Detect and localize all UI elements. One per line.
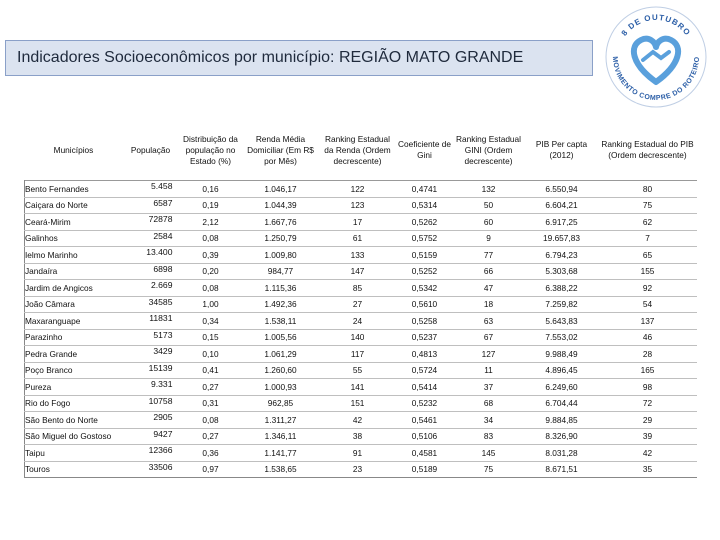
ranking-renda-cell: 91	[319, 445, 397, 462]
distribuicao-cell: 0,27	[179, 428, 243, 445]
ranking-pib-cell: 7	[599, 230, 697, 247]
ranking-gini-cell: 68	[453, 395, 525, 412]
renda-cell: 1.005,56	[243, 329, 319, 346]
gini-cell: 0,4581	[397, 445, 453, 462]
ranking-renda-cell: 141	[319, 379, 397, 396]
populacao-cell: 11831	[123, 313, 179, 330]
table-row	[25, 263, 697, 280]
renda-cell: 1.141,77	[243, 445, 319, 462]
ranking-pib-cell: 65	[599, 247, 697, 264]
municipio-cell: Jardim de Angicos	[25, 280, 123, 297]
pib-cell: 6.550,94	[525, 181, 599, 198]
table-row	[25, 230, 697, 247]
ranking-gini-cell: 50	[453, 197, 525, 214]
renda-cell: 1.046,17	[243, 181, 319, 198]
renda-cell: 1.000,93	[243, 379, 319, 396]
table-row	[25, 181, 697, 198]
distribuicao-cell: 0,39	[179, 247, 243, 264]
pib-cell: 5.643,83	[525, 313, 599, 330]
distribuicao-cell: 0,10	[179, 346, 243, 363]
gini-cell: 0,5314	[397, 197, 453, 214]
gini-cell: 0,5106	[397, 428, 453, 445]
ranking-renda-cell: 85	[319, 280, 397, 297]
renda-cell: 1.311,27	[243, 412, 319, 429]
table-row	[25, 280, 697, 297]
ranking-pib-cell: 62	[599, 214, 697, 231]
distribuicao-cell: 1,00	[179, 296, 243, 313]
table-row	[25, 461, 697, 478]
table-row	[25, 197, 697, 214]
distribuicao-cell: 0,27	[179, 379, 243, 396]
ranking-pib-cell: 46	[599, 329, 697, 346]
table-row	[25, 214, 697, 231]
pib-cell: 6.604,21	[525, 197, 599, 214]
renda-cell: 984,77	[243, 263, 319, 280]
municipio-cell: Galinhos	[25, 230, 123, 247]
header-municipios: Municípios	[53, 144, 94, 155]
ranking-renda-cell: 38	[319, 428, 397, 445]
ranking-pib-cell: 29	[599, 412, 697, 429]
indicators-table-wrap	[24, 120, 696, 478]
municipio-cell: Poço Branco	[25, 362, 123, 379]
ranking-pib-cell: 155	[599, 263, 697, 280]
ranking-renda-cell: 17	[319, 214, 397, 231]
distribuicao-cell: 2,12	[179, 214, 243, 231]
populacao-cell: 6587	[123, 197, 179, 214]
ranking-renda-cell: 42	[319, 412, 397, 429]
ranking-gini-cell: 127	[453, 346, 525, 363]
header-ranking-pib: Ranking Estadual do PIB (Ordem decrescente)	[601, 139, 694, 160]
populacao-cell: 2905	[123, 412, 179, 429]
logo-top-text: 8 DE OUTUBRO	[619, 12, 693, 38]
pib-cell: 8.031,28	[525, 445, 599, 462]
table-row	[25, 296, 697, 313]
renda-cell: 1.260,60	[243, 362, 319, 379]
ranking-pib-cell: 42	[599, 445, 697, 462]
renda-cell: 1.492,36	[243, 296, 319, 313]
distribuicao-cell: 0,19	[179, 197, 243, 214]
distribuicao-cell: 0,20	[179, 263, 243, 280]
ranking-renda-cell: 147	[319, 263, 397, 280]
table-row	[25, 395, 697, 412]
pib-cell: 6.704,44	[525, 395, 599, 412]
renda-cell: 1.538,11	[243, 313, 319, 330]
ranking-pib-cell: 165	[599, 362, 697, 379]
renda-cell: 1.044,39	[243, 197, 319, 214]
distribuicao-cell: 0,15	[179, 329, 243, 346]
pib-cell: 8.326,90	[525, 428, 599, 445]
municipio-cell: Bento Fernandes	[25, 181, 123, 198]
municipio-cell: Parazinho	[25, 329, 123, 346]
ranking-renda-cell: 27	[319, 296, 397, 313]
populacao-cell: 3429	[123, 346, 179, 363]
ranking-pib-cell: 39	[599, 428, 697, 445]
table-row	[25, 329, 697, 346]
municipio-cell: Ceará-Mirim	[25, 214, 123, 231]
ranking-gini-cell: 77	[453, 247, 525, 264]
ranking-gini-cell: 145	[453, 445, 525, 462]
municipio-cell: João Câmara	[25, 296, 123, 313]
municipio-cell: Touros	[25, 461, 123, 478]
municipio-cell: Maxaranguape	[25, 313, 123, 330]
distribuicao-cell: 0,36	[179, 445, 243, 462]
gini-cell: 0,4813	[397, 346, 453, 363]
table-row	[25, 346, 697, 363]
renda-cell: 1.667,76	[243, 214, 319, 231]
populacao-cell: 15139	[123, 362, 179, 379]
title-banner	[5, 40, 593, 76]
logo-bottom-text: MOVIMENTO COMPRE DO ROTEIRO	[610, 56, 702, 103]
header-distribuicao: Distribuição da população no Estado (%)	[183, 133, 238, 166]
ranking-renda-cell: 55	[319, 362, 397, 379]
ranking-renda-cell: 123	[319, 197, 397, 214]
gini-cell: 0,5189	[397, 461, 453, 478]
ranking-renda-cell: 140	[319, 329, 397, 346]
pib-cell: 9.884,85	[525, 412, 599, 429]
municipio-cell: Taipu	[25, 445, 123, 462]
page-title: Indicadores Socioeconômicos por município: REGIÃO MATO GRANDE	[17, 49, 524, 66]
ranking-renda-cell: 122	[319, 181, 397, 198]
populacao-cell: 9.331	[123, 379, 179, 396]
renda-cell: 1.346,11	[243, 428, 319, 445]
table-row	[25, 412, 697, 429]
handshake-heart-icon	[601, 2, 711, 112]
populacao-cell: 34585	[123, 296, 179, 313]
ranking-pib-cell: 54	[599, 296, 697, 313]
svg-text:8 DE OUTUBRO	[620, 13, 693, 38]
table-row	[25, 379, 697, 396]
ranking-gini-cell: 63	[453, 313, 525, 330]
municipio-cell: Rio do Fogo	[25, 395, 123, 412]
municipio-cell: São Bento do Norte	[25, 412, 123, 429]
populacao-cell: 5.458	[123, 181, 179, 198]
ranking-gini-cell: 66	[453, 263, 525, 280]
populacao-cell: 10758	[123, 395, 179, 412]
pib-cell: 6.388,22	[525, 280, 599, 297]
ranking-pib-cell: 28	[599, 346, 697, 363]
gini-cell: 0,5342	[397, 280, 453, 297]
pib-cell: 9.988,49	[525, 346, 599, 363]
municipio-cell: São Miguel do Gostoso	[25, 428, 123, 445]
header-pib: PIB Per capta (2012)	[535, 139, 588, 160]
header-renda-media: Renda Média Domiciliar (Em R$ por Mês)	[247, 133, 314, 166]
distribuicao-cell: 0,41	[179, 362, 243, 379]
ranking-pib-cell: 35	[599, 461, 697, 478]
renda-cell: 1.250,79	[243, 230, 319, 247]
ranking-gini-cell: 18	[453, 296, 525, 313]
ranking-gini-cell: 37	[453, 379, 525, 396]
renda-cell: 1.538,65	[243, 461, 319, 478]
gini-cell: 0,5414	[397, 379, 453, 396]
distribuicao-cell: 0,97	[179, 461, 243, 478]
gini-cell: 0,5610	[397, 296, 453, 313]
populacao-cell: 13.400	[123, 247, 179, 264]
ranking-pib-cell: 92	[599, 280, 697, 297]
pib-cell: 8.671,51	[525, 461, 599, 478]
pib-cell: 4.896,45	[525, 362, 599, 379]
pib-cell: 19.657,83	[525, 230, 599, 247]
pib-cell: 7.553,02	[525, 329, 599, 346]
ranking-renda-cell: 117	[319, 346, 397, 363]
table-row	[25, 362, 697, 379]
ranking-gini-cell: 11	[453, 362, 525, 379]
gini-cell: 0,5237	[397, 329, 453, 346]
distribuicao-cell: 0,08	[179, 412, 243, 429]
ranking-renda-cell: 133	[319, 247, 397, 264]
populacao-cell: 2.669	[123, 280, 179, 297]
table-body	[25, 181, 697, 478]
gini-cell: 0,5724	[397, 362, 453, 379]
pib-cell: 6.249,60	[525, 379, 599, 396]
distribuicao-cell: 0,31	[179, 395, 243, 412]
municipio-cell: Ielmo Marinho	[25, 247, 123, 264]
indicators-table	[24, 120, 697, 478]
header-ranking-gini: Ranking Estadual GINI (Ordem decrescente)	[455, 133, 522, 166]
gini-cell: 0,5461	[397, 412, 453, 429]
gini-cell: 0,5252	[397, 263, 453, 280]
table-row	[25, 445, 697, 462]
header-populacao: População	[130, 144, 171, 155]
ranking-gini-cell: 132	[453, 181, 525, 198]
municipio-cell: Jandaíra	[25, 263, 123, 280]
renda-cell: 1.061,29	[243, 346, 319, 363]
table-row	[25, 313, 697, 330]
distribuicao-cell: 0,34	[179, 313, 243, 330]
ranking-gini-cell: 75	[453, 461, 525, 478]
ranking-pib-cell: 75	[599, 197, 697, 214]
ranking-renda-cell: 23	[319, 461, 397, 478]
gini-cell: 0,5258	[397, 313, 453, 330]
gini-cell: 0,5262	[397, 214, 453, 231]
gini-cell: 0,5159	[397, 247, 453, 264]
ranking-renda-cell: 24	[319, 313, 397, 330]
ranking-pib-cell: 98	[599, 379, 697, 396]
renda-cell: 1.009,80	[243, 247, 319, 264]
populacao-cell: 2584	[123, 230, 179, 247]
populacao-cell: 72878	[123, 214, 179, 231]
distribuicao-cell: 0,08	[179, 230, 243, 247]
header-ranking-renda: Ranking Estadual da Renda (Ordem decrescente)	[324, 133, 391, 166]
ranking-renda-cell: 61	[319, 230, 397, 247]
ranking-gini-cell: 60	[453, 214, 525, 231]
pib-cell: 5.303,68	[525, 263, 599, 280]
renda-cell: 962,85	[243, 395, 319, 412]
municipio-cell: Caiçara do Norte	[25, 197, 123, 214]
distribuicao-cell: 0,08	[179, 280, 243, 297]
renda-cell: 1.115,36	[243, 280, 319, 297]
pib-cell: 6.794,23	[525, 247, 599, 264]
populacao-cell: 9427	[123, 428, 179, 445]
pib-cell: 6.917,25	[525, 214, 599, 231]
gini-cell: 0,5232	[397, 395, 453, 412]
ranking-gini-cell: 67	[453, 329, 525, 346]
populacao-cell: 6898	[123, 263, 179, 280]
distribuicao-cell: 0,16	[179, 181, 243, 198]
table-row	[25, 247, 697, 264]
ranking-gini-cell: 83	[453, 428, 525, 445]
ranking-pib-cell: 137	[599, 313, 697, 330]
ranking-gini-cell: 9	[453, 230, 525, 247]
table-row	[25, 428, 697, 445]
movement-logo	[601, 2, 711, 112]
ranking-renda-cell: 151	[319, 395, 397, 412]
gini-cell: 0,5752	[397, 230, 453, 247]
populacao-cell: 5173	[123, 329, 179, 346]
table-header-row	[25, 120, 697, 181]
ranking-gini-cell: 47	[453, 280, 525, 297]
ranking-pib-cell: 80	[599, 181, 697, 198]
municipio-cell: Pedra Grande	[25, 346, 123, 363]
populacao-cell: 33506	[123, 461, 179, 478]
header-gini: Coeficiente de Gini	[397, 139, 452, 160]
populacao-cell: 12366	[123, 445, 179, 462]
pib-cell: 7.259,82	[525, 296, 599, 313]
ranking-gini-cell: 34	[453, 412, 525, 429]
municipio-cell: Pureza	[25, 379, 123, 396]
gini-cell: 0,4741	[397, 181, 453, 198]
ranking-pib-cell: 72	[599, 395, 697, 412]
